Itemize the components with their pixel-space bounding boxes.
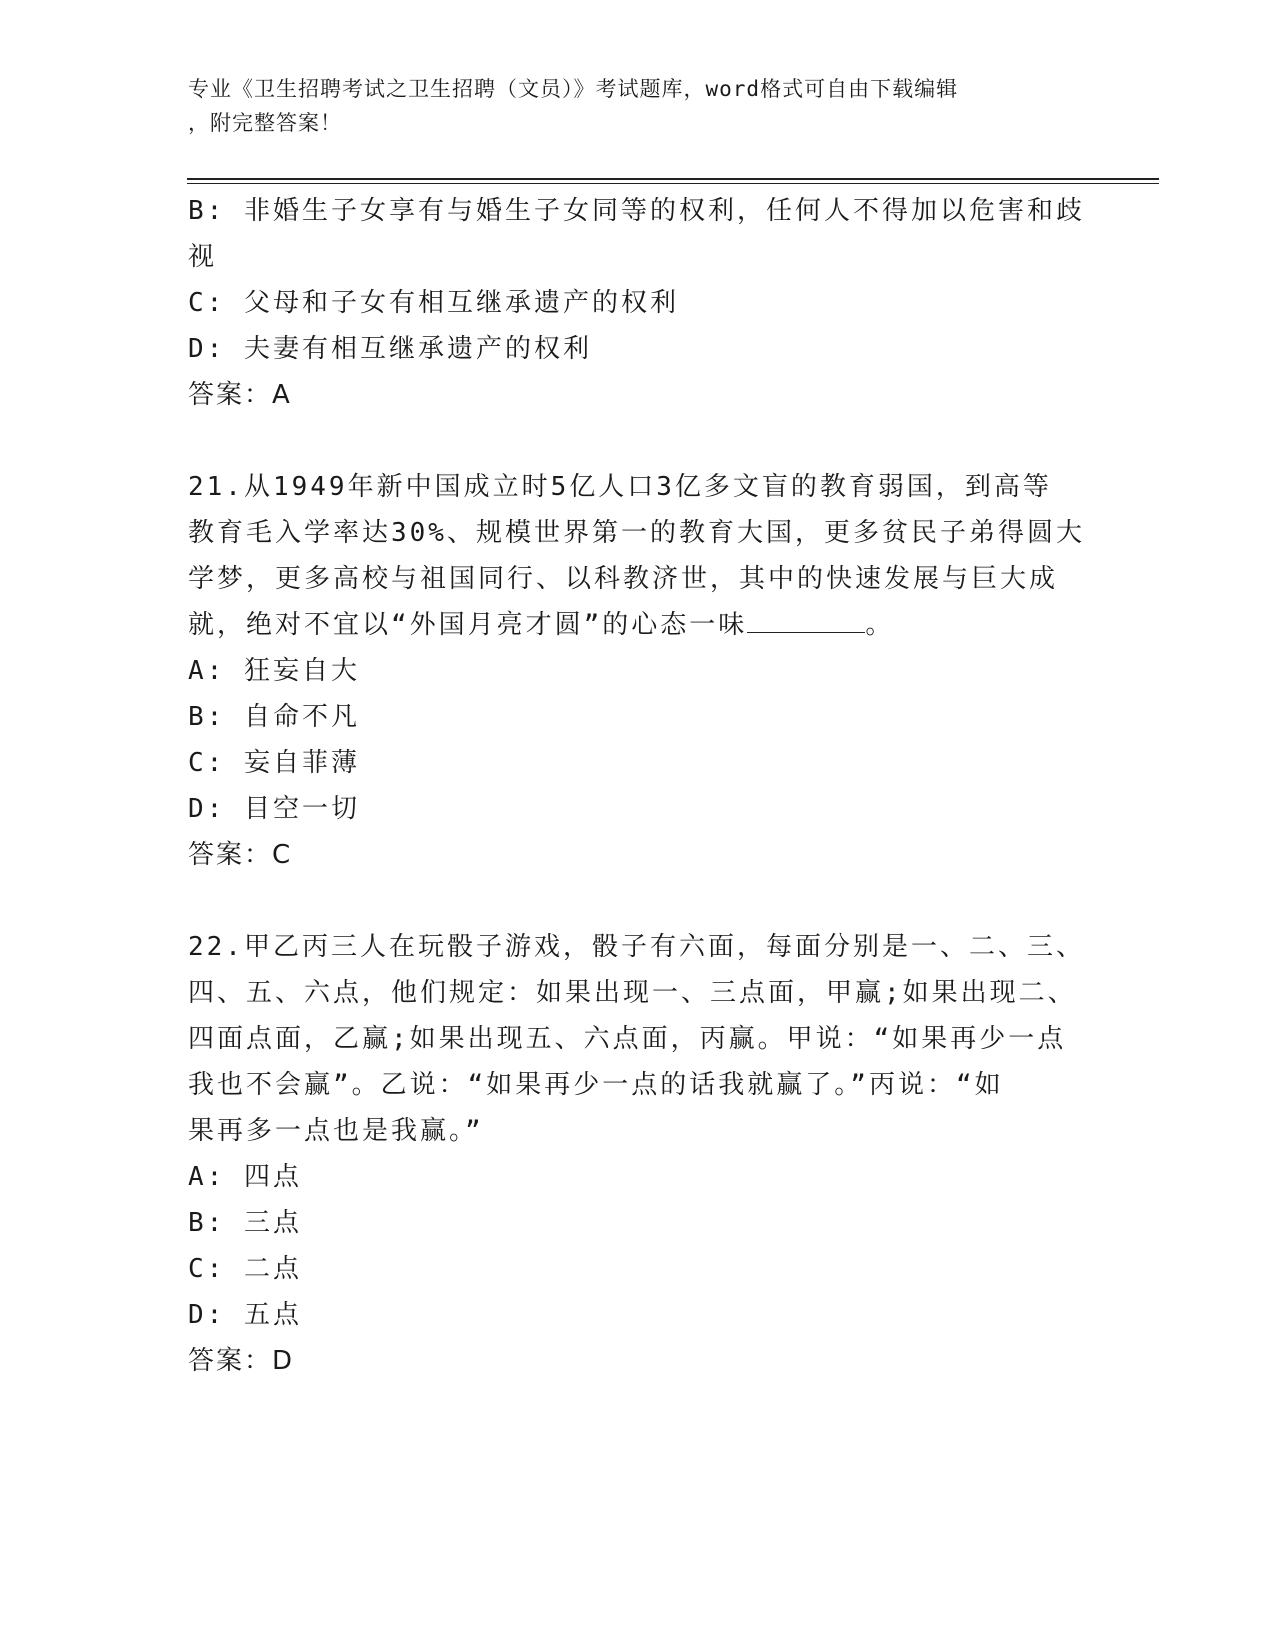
q22-stem-line-2: 四、五、六点，他们规定：如果出现一、三点面，甲赢;如果出现二、: [188, 978, 1077, 1008]
q21-answer: 答案：C: [188, 840, 293, 870]
header-rule-thick: [187, 178, 1159, 180]
q21-option-b: B: 自命不凡: [188, 702, 360, 732]
q22-answer: 答案：D: [188, 1346, 295, 1376]
q22-stem-line-5: 果再多一点也是我赢。”: [188, 1116, 484, 1146]
q22-stem-line-1: 22.甲乙丙三人在玩骰子游戏，骰子有六面，每面分别是一、二、三、: [188, 932, 1085, 962]
q21-stem-line-1: 21.从1949年新中国成立时5亿人口3亿多文盲的教育弱国，到高等: [188, 472, 1052, 502]
question-22: [188, 924, 1088, 1384]
q21-stem-line-4: [188, 602, 1088, 648]
header-line-1: 专业《卫生招聘考试之卫生招聘（文员）》考试题库，word格式可自由下载编辑: [188, 77, 959, 101]
document-body: [188, 188, 1088, 1384]
q21-stem-line-4-end: 。: [865, 610, 895, 640]
q20-option-b-line-1: B: 非婚生子女享有与婚生子女同等的权利，任何人不得加以危害和歧: [188, 196, 1085, 226]
q21-stem-line-2: 教育毛入学率达30%、规模世界第一的教育大国，更多贫民子弟得圆大: [188, 518, 1085, 548]
q20-option-b-line-2: 视: [188, 242, 218, 272]
question-20-tail: [188, 188, 1088, 418]
q22-option-a: A: 四点: [188, 1162, 302, 1192]
q22-option-c: C: 二点: [188, 1254, 302, 1284]
question-21: [188, 464, 1088, 878]
q22-stem-line-4: 我也不会赢”。乙说：“如果再少一点的话我就赢了。”丙说：“如: [188, 1070, 1004, 1100]
header-line-2: ，附完整答案！: [188, 111, 342, 135]
q21-stem-line-4-text: 就，绝对不宜以“外国月亮才圆”的心态一味: [188, 610, 748, 640]
q20-option-d: D: 夫妻有相互继承遗产的权利: [188, 334, 592, 364]
document-header: [188, 72, 1068, 140]
q21-option-c: C: 妄自菲薄: [188, 748, 360, 778]
q20-answer: 答案：A: [188, 380, 292, 410]
q21-answer-blank: [747, 608, 865, 633]
q22-option-b: B: 三点: [188, 1208, 302, 1238]
header-rule-thin: [187, 183, 1159, 184]
q22-stem-line-3: 四面点面，乙赢;如果出现五、六点面，丙赢。甲说：“如果再少一点: [188, 1024, 1067, 1054]
q21-option-a: A: 狂妄自大: [188, 656, 360, 686]
q22-option-d: D: 五点: [188, 1300, 302, 1330]
q21-stem-line-3: 学梦，更多高校与祖国同行、以科教济世，其中的快速发展与巨大成: [188, 564, 1059, 594]
q20-option-c: C: 父母和子女有相互继承遗产的权利: [188, 288, 679, 318]
q21-option-d: D: 目空一切: [188, 794, 360, 824]
